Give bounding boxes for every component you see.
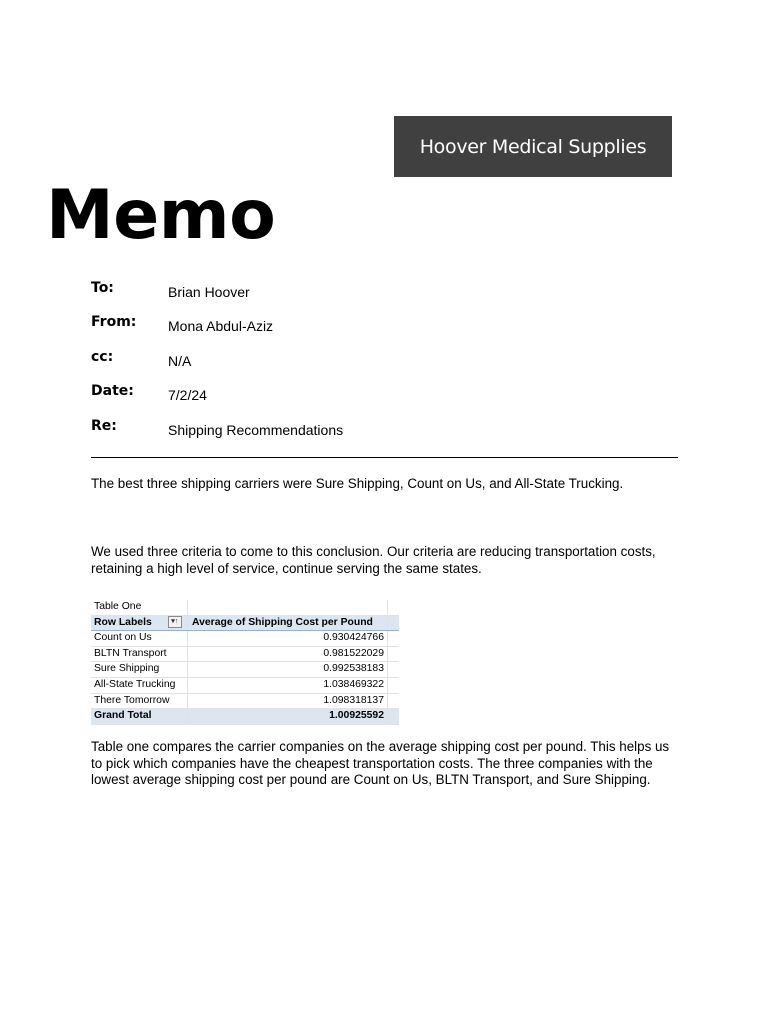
row-label: BLTN Transport: [91, 646, 188, 662]
field-value: Brian Hoover: [168, 284, 250, 300]
field-label: Date:: [91, 383, 134, 399]
field-re: [91, 418, 651, 442]
company-name-box: [394, 116, 672, 177]
paragraph-criteria: We used three criteria to come to this conclusion. Our criteria are reducing transportation costs, retaining a high level of service, continue serving the same states.: [91, 544, 656, 576]
company-name: Hoover Medical Supplies: [419, 135, 647, 158]
table-row: [91, 677, 399, 693]
field-label: Re:: [91, 418, 117, 434]
table-header-row: [91, 615, 399, 631]
row-labels-text: Row Labels: [94, 616, 152, 628]
table-row: [91, 631, 399, 647]
paragraph-conclusion: The best three shipping carriers were Sure Shipping, Count on Us, and All-State Trucking.: [91, 476, 624, 491]
row-value: 0.930424766: [188, 631, 388, 647]
field-from: [91, 314, 651, 338]
table-total-row: [91, 709, 399, 725]
field-value: Mona Abdul-Aziz: [168, 318, 274, 334]
column-header-average: Average of Shipping Cost per Pound: [188, 615, 388, 631]
field-date: [91, 383, 651, 407]
table-row: [91, 646, 399, 662]
row-label: Count on Us: [91, 631, 188, 647]
total-label: Grand Total: [91, 709, 188, 725]
field-label: To:: [91, 280, 114, 296]
row-value: 0.981522029: [188, 646, 388, 662]
field-to: [91, 280, 651, 304]
field-value: Shipping Recommendations: [168, 422, 344, 438]
sort-filter-icon[interactable]: ▾↑: [168, 616, 182, 628]
table-caption-row: [91, 600, 399, 615]
row-label: All-State Trucking: [91, 677, 188, 693]
field-cc: [91, 349, 651, 373]
row-value: 1.098318137: [188, 693, 388, 709]
field-value: N/A: [168, 353, 192, 369]
table-row: [91, 662, 399, 678]
field-value: 7/2/24: [168, 387, 207, 403]
total-value: 1.00925592: [188, 709, 388, 725]
column-header-row-labels: [91, 615, 188, 631]
paragraph-table-summary: Table one compares the carrier companies on the average shipping cost per pound. This helps us to pick which companies have the cheapest transportation costs. The three companies with the lowest average shipping cost per pound are Count on Us, BLTN Transport, and Sure Shipping.: [91, 739, 670, 787]
row-label: Sure Shipping: [91, 662, 188, 678]
row-value: 0.992538183: [188, 662, 388, 678]
memo-title: Memo: [46, 176, 276, 255]
table-row: [91, 693, 399, 709]
row-label: There Tomorrow: [91, 693, 188, 709]
table-caption: Table One: [91, 600, 188, 615]
row-value: 1.038469322: [188, 677, 388, 693]
field-label: From:: [91, 314, 137, 330]
field-label: cc:: [91, 349, 114, 365]
pivot-table: [91, 600, 399, 725]
header-divider: [91, 457, 678, 458]
